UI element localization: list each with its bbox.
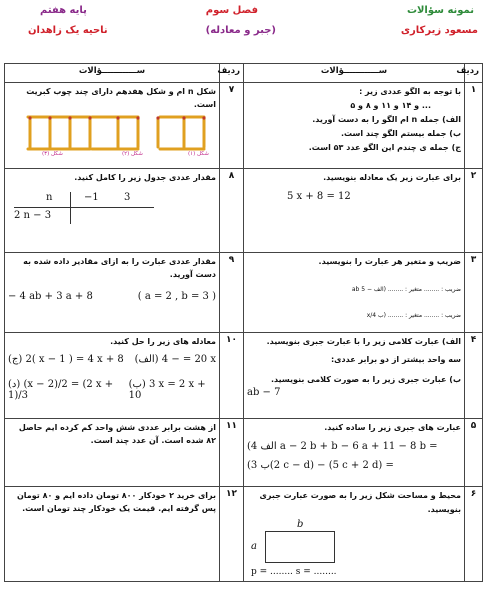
pattern-sequence: ... و ۱۴ و ۱۱ و ۸ و ۵ bbox=[350, 101, 431, 110]
questions-header-right: ســــــــــــؤالات bbox=[244, 64, 465, 83]
table-value-2: 3 bbox=[124, 192, 131, 203]
question-8 bbox=[5, 169, 220, 253]
figure-1-caption: شکل (۱) bbox=[188, 151, 209, 157]
expression-b: (ب 3(2 c − d) − (5 c + 2 d) = bbox=[247, 460, 394, 471]
question-text: از هشت برابر عددی شش واحد کم کرده ایم حاصل ۸۲ شده است. آن عدد چند است. bbox=[18, 423, 216, 445]
table-var: n bbox=[46, 192, 53, 203]
equation-d: (د) (x − 2)/2 = (2 x + 1)/3 bbox=[8, 379, 114, 401]
question-text: برای عبارت زیر یک معادله بنویسید. bbox=[323, 173, 461, 182]
question-number: ۱ bbox=[465, 83, 483, 169]
equation-a: (الف) 20 = − 4 x bbox=[134, 354, 216, 365]
rectangle-figure bbox=[247, 517, 461, 579]
question-number: ۳ bbox=[465, 253, 483, 333]
figure-3-caption: شکل (۳) bbox=[42, 151, 63, 157]
question-table bbox=[4, 63, 483, 582]
question-text: مقدار عددی عبارت را به ازای مقادیر داده شده به دست آورید. bbox=[23, 257, 216, 279]
expression-a: (الف 4 a − 2 b + b − 6 a + 11 − 8 b = bbox=[247, 441, 438, 452]
question-9 bbox=[5, 253, 220, 333]
question-11 bbox=[5, 419, 220, 487]
expression-row bbox=[8, 291, 216, 302]
part-a: الف) عبارت کلامی زیر را با عبارت جبری بنویسید. bbox=[266, 337, 461, 346]
question-text: برای خرید ۲ خودکار ۸۰۰ تومان داده ایم و ۸۰ تومان پس گرفته ایم. قیمت یک خودکار چند تومان است. bbox=[16, 491, 216, 513]
given-values: ( a = 2 , b = 3 ) bbox=[137, 291, 216, 302]
table-divider bbox=[70, 192, 71, 224]
row-header-left: ردیف bbox=[220, 64, 244, 83]
question-number: ۸ bbox=[220, 169, 244, 253]
question-3 bbox=[244, 253, 465, 333]
question-2 bbox=[244, 169, 465, 253]
question-number: ۱۱ bbox=[220, 419, 244, 487]
chapter: فصل سوم bbox=[205, 5, 258, 16]
part-a: ضریب : ........ متغیر : ........ (الف − 5 ab bbox=[351, 286, 461, 293]
equation-row-2 bbox=[8, 379, 216, 401]
question-number: ۶ bbox=[465, 487, 483, 582]
question-7 bbox=[5, 83, 220, 169]
chapter-topic: (جبر و معادله) bbox=[205, 25, 276, 36]
questions-header-left: ســــــــــــؤالات bbox=[5, 64, 220, 83]
algebraic-expression: − 4 ab + 3 a + 8 bbox=[8, 291, 93, 302]
side-a-label: a bbox=[251, 541, 257, 552]
table-rule bbox=[14, 207, 154, 208]
question-5 bbox=[244, 419, 465, 487]
verbal-phrase: سه واحد بیشتر از دو برابر عددی: bbox=[330, 355, 461, 364]
part-b: ب) عبارت جبری زیر را به صورت کلامی بنویسید. bbox=[270, 375, 461, 384]
sample-title: نمونه سؤالات bbox=[406, 5, 474, 16]
question-number: ۲ bbox=[465, 169, 483, 253]
header bbox=[4, 3, 482, 61]
equation: 5 x + 8 = 12 bbox=[287, 191, 351, 202]
matchstick-figures bbox=[8, 115, 216, 159]
part-b: ب) جمله بیستم الگو چند است. bbox=[341, 129, 461, 138]
figure-2-caption: شکل (۲) bbox=[122, 151, 143, 157]
question-text: شکل n ام و شکل هفدهم دارای چند چوب کبریت است. bbox=[26, 87, 216, 109]
question-text: عبارت های جبری زیر را ساده کنید. bbox=[324, 423, 461, 432]
equation-c: (ج) 2( x − 1 ) = 4 x + 8 bbox=[8, 354, 124, 365]
author: مسعود زیرکاری bbox=[400, 25, 478, 36]
region: ناحیه یک زاهدان bbox=[28, 25, 108, 36]
part-a: الف) جمله n ام الگو را به دست آورید. bbox=[312, 115, 461, 124]
side-b-label: b bbox=[297, 519, 304, 530]
answer-lines: p = ........ s = ........ bbox=[251, 567, 337, 577]
row-header-right: ردیف bbox=[465, 64, 483, 83]
question-number: ۱۰ bbox=[220, 333, 244, 419]
table-expression: 2 n − 3 bbox=[14, 210, 52, 221]
question-number: ۹ bbox=[220, 253, 244, 333]
rectangle-shape bbox=[265, 531, 335, 563]
question-number: ۱۲ bbox=[220, 487, 244, 582]
question-10 bbox=[5, 333, 220, 419]
question-text: مقدار عددی جدول زیر را کامل کنید. bbox=[74, 173, 216, 182]
question-1 bbox=[244, 83, 465, 169]
question-6 bbox=[244, 487, 465, 582]
question-text: معادله های زیر را حل کنید. bbox=[110, 337, 216, 346]
grade: پایه هفتم bbox=[40, 5, 87, 16]
question-12 bbox=[5, 487, 220, 582]
question-number: ۴ bbox=[465, 333, 483, 419]
value-table bbox=[14, 192, 216, 232]
question-text: با توجه به الگو عددی زیر : bbox=[359, 87, 461, 96]
part-c: ج) جمله ی چندم این الگو عدد ۵۳ است. bbox=[308, 143, 461, 152]
question-text: ضریب و متغیر هر عبارت را بنویسید. bbox=[318, 257, 461, 266]
part-b: ضریب : ........ متغیر : ........ (ب x/4 bbox=[366, 312, 461, 319]
equation-b: (ب) 3 x = 2 x + 10 bbox=[128, 379, 206, 401]
worksheet-page bbox=[4, 3, 482, 587]
equation-row-1 bbox=[8, 354, 216, 365]
question-number: ۷ bbox=[220, 83, 244, 169]
question-4 bbox=[244, 333, 465, 419]
algebraic-expression: ab − 7 bbox=[247, 387, 281, 398]
matchstick-drawing bbox=[8, 115, 216, 151]
question-number: ۵ bbox=[465, 419, 483, 487]
table-value-1: −1 bbox=[84, 192, 99, 203]
question-text: محیط و مساحت شکل زیر را به صورت عبارت جبری بنویسید. bbox=[259, 491, 461, 514]
